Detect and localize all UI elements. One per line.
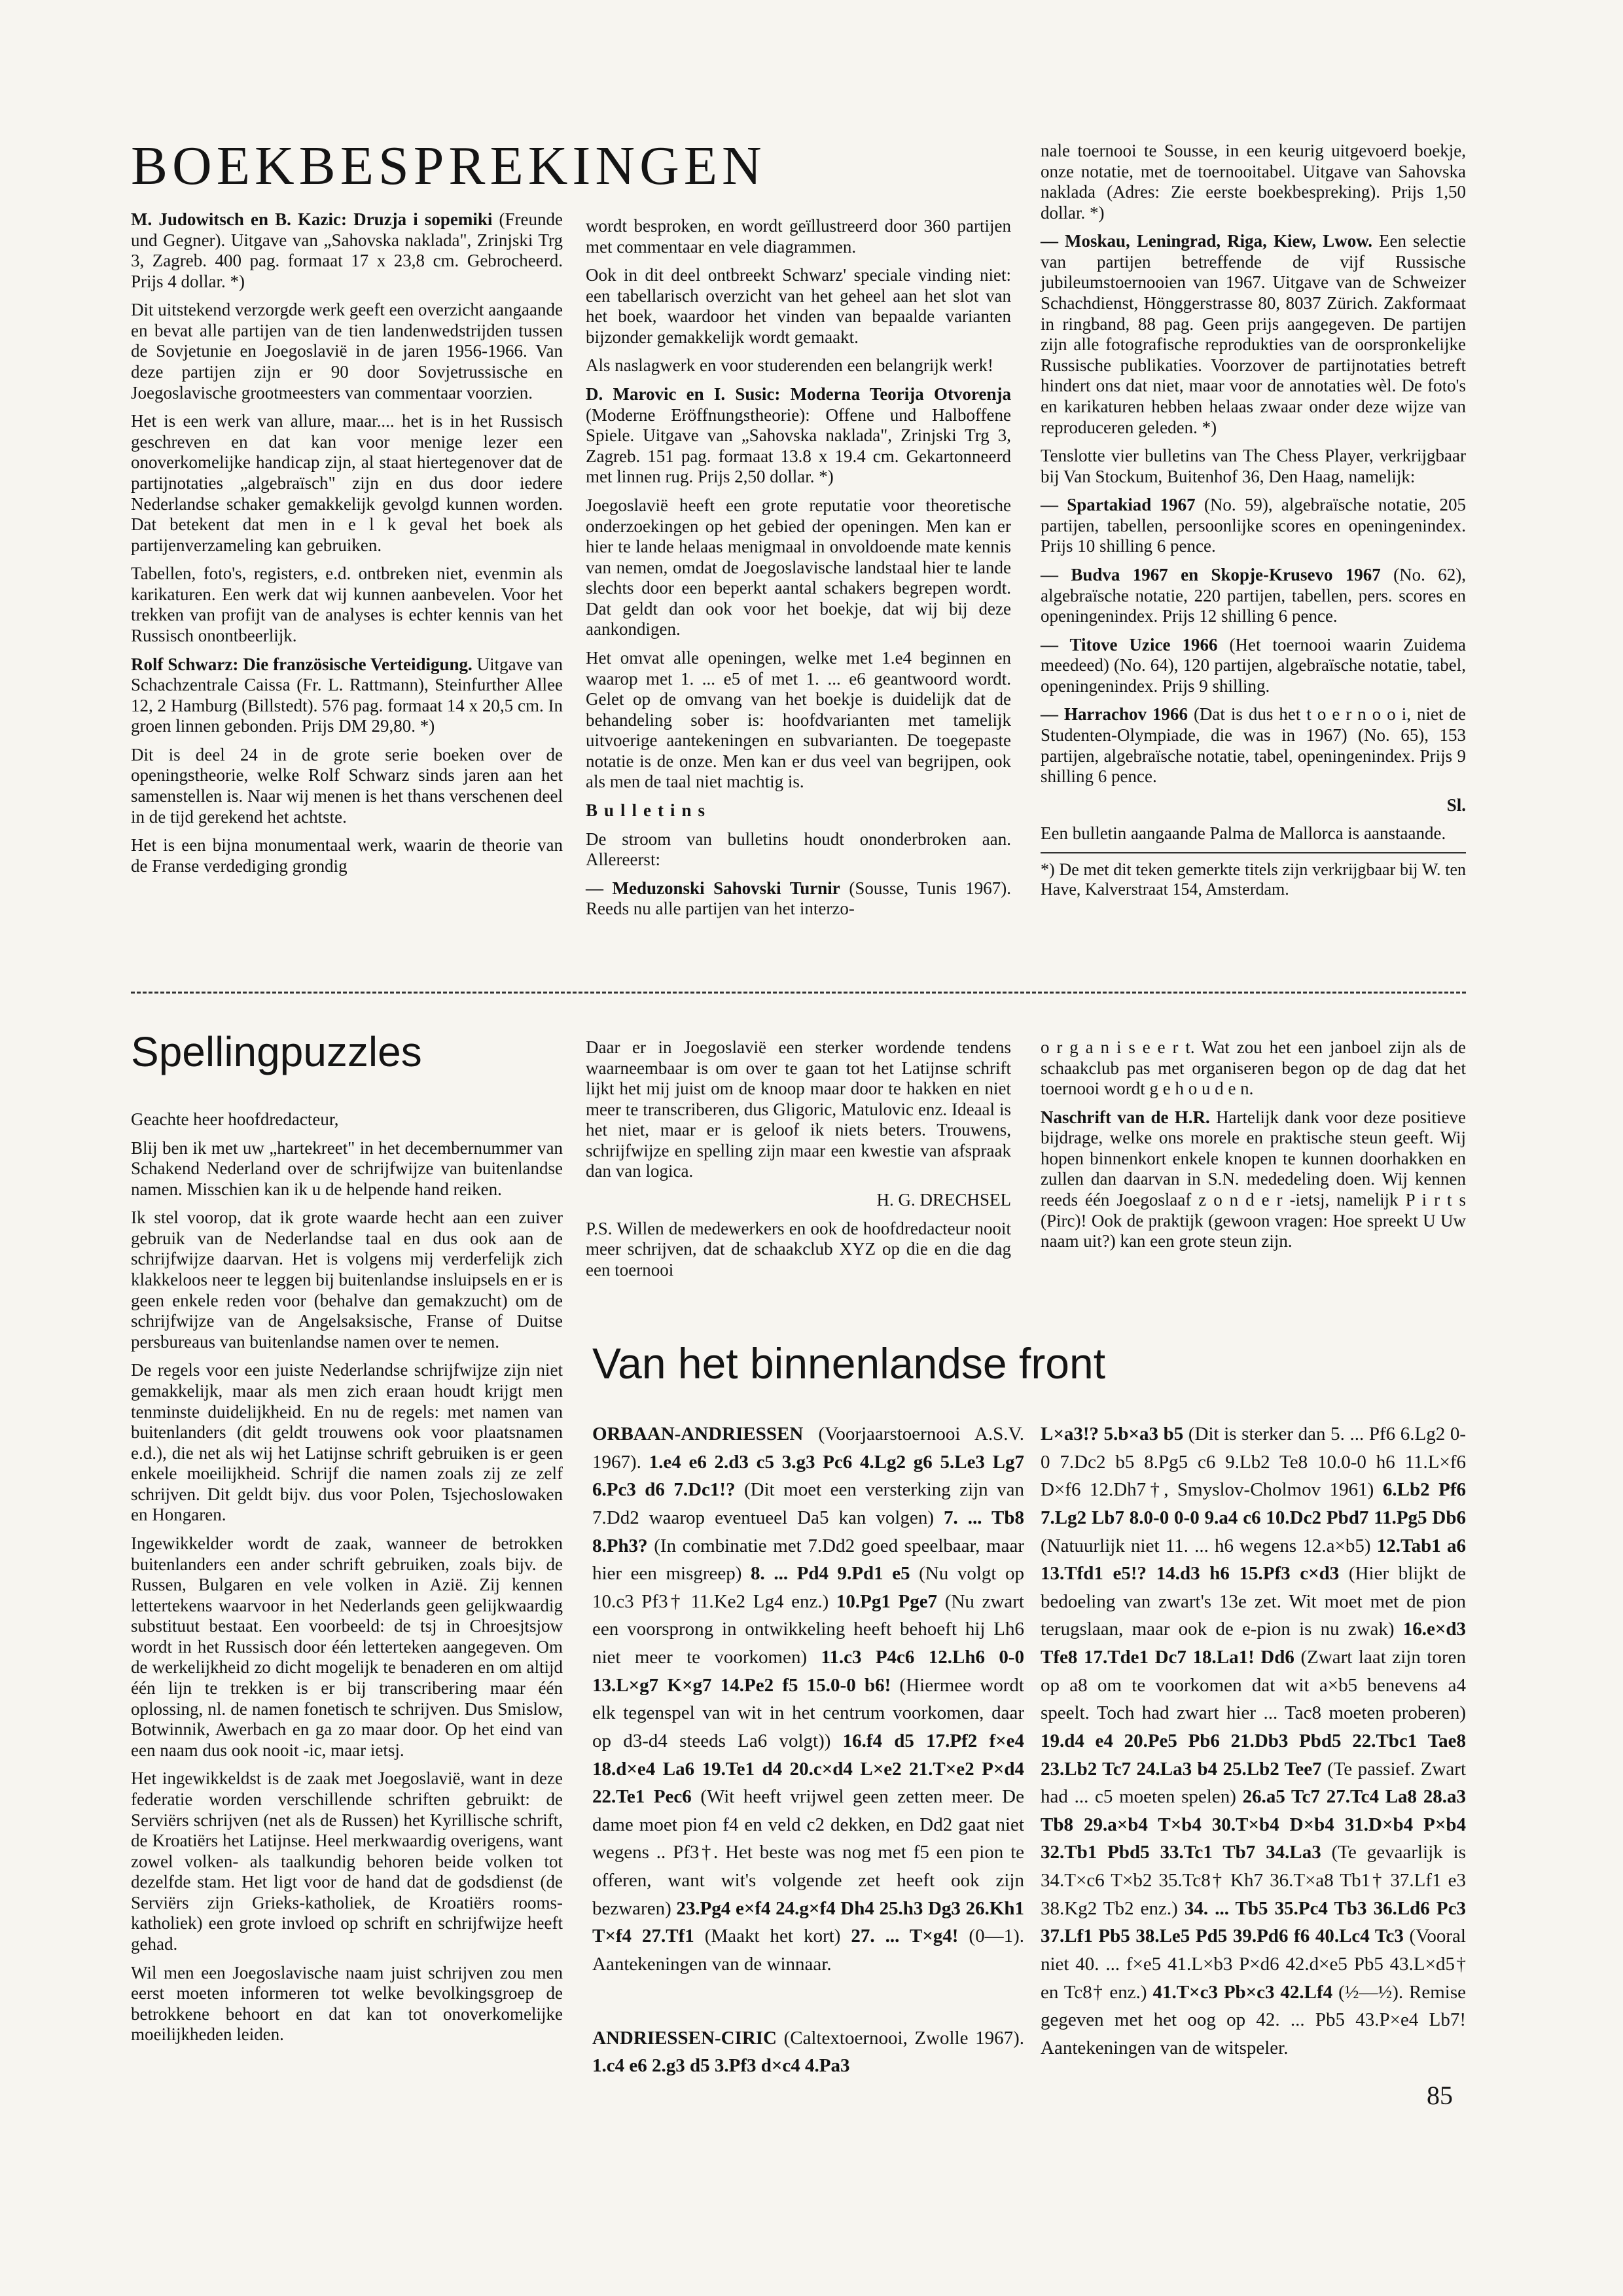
paragraph: Ingewikkelder wordt de zaak, wanneer de betrokken buitenlanders een ander schrift gebruiken, zoals bijv. de Russen, Bulgaren en vele volken in Azië. Zij kennen lettertekens waarvoor in het Nederlands geen gelijkwaardig substituut bestaat. Een voorbeeld: de tsj in Chroesjtsjow wordt in het Russisch door één letterteken aangegeven. Om de werkelijkheid zo dicht mogelijk te benaderen en om altijd één lijn te trekken is er bij transcribering maar één oplossing, nl. de namen fonetisch te schrijven. Dus Smislow, Botwinnik, Awerbach en ga zo maar door. Op het eind van een naam dus ook nooit -ic, maar ietsj. bbox=[131, 1533, 563, 1760]
chess-move: 12.Tab1 a6 13.Tfd1 e5!? 14.d3 h6 15.Pf3 c×d3 bbox=[1041, 1535, 1467, 1585]
chess-move: 26.a5 Tc7 27.Tc4 La8 28.a3 Tb8 29.a×b4 T×b4 30.T×b4 D×b4 31.D×b4 P×b4 32.Tb1 Pbd5 33.Tc1 Tb7 34.La3 bbox=[1041, 1786, 1466, 1863]
paragraph: Het ingewikkeldst is de zaak met Joegoslavië, want in deze federatie worden verschillende schriften gebruikt: de Serviërs schrijven (net als de Russen) het Kyrillische schrift, de Kroatiërs het Latijnse. Heel merkwaardig overigens, want zowel volken- als taalkundig behoren beide volken tot dezelfde stam. Het ligt voor de hand dat de godsdienst (de Serviërs zijn Grieks-katholiek, de Kroatiërs rooms-katholiek) een grote invloed op schrift en schrijfwijze heeft gehad. bbox=[131, 1768, 563, 1954]
bulletin-entry: — Moskau, Leningrad, Riga, Kiew, Lwow. Een selectie van partijen betreffende de vijf Russische jubileumstoernooien van 1967. Uitgave van de Schweizer Schachdienst, Hönggerstrasse 80, 8037 Zürich. Zakformaat in ringband, 88 pag. Geen prijs aangegeven. De partijen zijn alle fotografische reprodukties van de oorspronkelijke Russische publikaties. Voorzover de partijnotaties betreft hindert ons dat niet, maar voor de annotaties wèl. De foto's en karikaturen hebben helaas zwaar onder deze wijze van reproduceren geleden. *) bbox=[1041, 231, 1466, 437]
review-column-2 bbox=[586, 216, 1011, 927]
paragraph: Dit is deel 24 in de grote serie boeken over de openingstheorie, welke Rolf Schwarz sinds jaren aan het samenstellen is. Naar wij menen is het thans verschenen deel in de tijd gerekend het achtste. bbox=[131, 744, 563, 827]
book-entry: M. Judowitsch en B. Kazic: Druzja i sopemiki (Freunde und Gegner). Uitgave van „Sahovska naklada", Zrinjski Trg 3, Zagreb. 400 pag. formaat 17 x 23,8 cm. Gebrocheerd. Prijs 4 dollar. *) bbox=[131, 209, 563, 291]
book-entry: D. Marovic en I. Susic: Moderna Teorija Otvorenja (Moderne Eröffnungstheorie): Offene und Halboffene Spiele. Uitgave van „Sahovska naklada", Zrinjski Trg 3, Zagreb. 151 pag. formaat 13.8 x 19.4 cm. Gekartonneerd met linnen rug. Prijs 2,50 dollar. *) bbox=[586, 384, 1011, 487]
chess-move: 7. ... Tb8 8.Ph3? bbox=[592, 1507, 1024, 1556]
paragraph: nale toernooi te Sousse, in een keurig uitgevoerd boekje, onze notatie, met de toernooitabel. Uitgave van Sahovska naklada (Adres: Zie eerste boekbespreking). Prijs 1,50 dollar. *) bbox=[1041, 141, 1466, 223]
paragraph: Ook in dit deel ontbreekt Schwarz' speciale vinding niet: een tabellarisch overzicht van het geheel aan het slot van het boek, waardoor het vinden van bepaalde varianten bijzonder gemakkelijk wordt gemaakt. bbox=[586, 265, 1011, 347]
paragraph: Blij ben ik met uw „hartekreet" in het decembernummer van Schakend Nederland over de schrijfwijze van buitenlandse namen. Misschien kan ik u de helpende hand reiken. bbox=[131, 1138, 563, 1199]
game-andriessen-ciric-start: ANDRIESSEN-CIRIC (Caltextoernooi, Zwolle 1967). 1.c4 e6 2.g3 d5 3.Pf3 d×c4 4.Pa3 bbox=[592, 2027, 1024, 2077]
spelling-column-2 bbox=[586, 1037, 1011, 1288]
footnote: *) De met dit teken gemerkte titels zijn verkrijgbaar bij W. ten Have, Kalverstraat 154, Amsterdam. bbox=[1041, 852, 1466, 900]
book-entry: Rolf Schwarz: Die französische Verteidigung. Uitgave van Schachzentrale Caissa (Fr. L. Rattmann), Steinfurther Allee 12, 2 Hamburg (Billstedt). 576 pag. formaat 14 x 20,5 cm. In groen linnen gebonden. Prijs DM 29,80. *) bbox=[131, 654, 563, 736]
chess-move: 11.c3 P4c6 12.Lh6 0-0 13.L×g7 K×g7 14.Pe2 f5 15.0-0 b6! bbox=[592, 1647, 1024, 1696]
paragraph: Ik stel voorop, dat ik grote waarde hecht aan een zuiver gebruik van de Nederlandse taal en dus ook aan de schrijfwijze daarvan. Het is volgens mij verderfelijk zich klakkeloos neer te leggen bij buitenlandse insluipsels en er is geen enkele reden voor (behalve dan gemakzucht) om de schrijfwijze van de Angelsaksische, Franse of Duitse persbureaus van buitenlandse namen over te nemen. bbox=[131, 1208, 563, 1352]
chess-move: 41.T×c3 Pb×c3 42.Lf4 bbox=[1152, 1981, 1333, 2003]
paragraph: P.S. Willen de medewerkers en ook de hoofdredacteur nooit meer schrijven, dat de schaakclub XYZ op die en die dag een toernooi bbox=[586, 1218, 1011, 1280]
chess-move: L×a3!? 5.b×a3 b5 bbox=[1041, 1424, 1184, 1444]
chess-move: 6.Lb2 Pf6 7.Lg2 Lb7 8.0-0 0-0 9.a4 c6 10.Dc2 Pbd7 11.Pg5 Db6 bbox=[1041, 1479, 1466, 1528]
bulletin-entry: — Meduzonski Sahovski Turnir (Sousse, Tunis 1967). Reeds nu alle partijen van het interzo- bbox=[586, 878, 1011, 919]
chess-move: 19.d4 e4 20.Pe5 Pb6 21.Db3 Pbd5 22.Tbc1 Tae8 23.Lb2 Tc7 24.La3 b4 25.Lb2 Tee7 bbox=[1041, 1730, 1466, 1780]
review-column-1 bbox=[131, 209, 563, 884]
paragraph: Een bulletin aangaande Palma de Mallorca is aanstaande. bbox=[1041, 823, 1446, 844]
entry-title: — Harrachov 1966 bbox=[1041, 704, 1188, 725]
chess-move: 23.Pg4 e×f4 24.g×f4 Dh4 25.h3 Dg3 26.Kh1 T×f4 27.Tf1 bbox=[592, 1897, 1024, 1947]
paragraph: De regels voor een juiste Nederlandse schrijfwijze zijn niet gemakkelijk, maar als men zich eraan houdt krijgt men tenminste duidelijkheid. En nu de regels: met namen van buitenlanders (dit geldt trouwens ook voor plaatsnamen e.d.), die net als wij het Latijnse schrift gebruiken is er geen enkele moeilijkheid. Schrijf die namen zoals zij ze zelf schrijven. Dit geldt bijv. dus voor Polen, Tsjechoslowaken en Hongaren. bbox=[131, 1360, 563, 1525]
entry-title: Rolf Schwarz: Die französische Verteidigung. bbox=[131, 654, 473, 674]
chess-move: 10.Pg1 Pge7 bbox=[836, 1590, 938, 1612]
bulletin-entry: — Harrachov 1966 (Dat is dus het t o e r n o o i, niet de Studenten-Olympiade, die was in 1967) (No. 65), 153 partijen, algebraïsche notatie, tabel, openingenindex. Prijs 9 shilling 6 pence. bbox=[1041, 704, 1466, 787]
entry-title: M. Judowitsch en B. Kazic: Druzja i sopemiki bbox=[131, 209, 493, 229]
chess-column-1 bbox=[592, 1420, 1024, 2094]
game-andriessen-ciric-continued: L×a3!? 5.b×a3 b5 (Dit is sterker dan 5. ... Pf6 6.Lg2 0-0 7.Dc2 b5 8.Pg5 c6 9.Lb2 Te8 10.0-0 h6 11.L×f6 D×f6 12.Dh7†, Smyslov-Cholmov 1961) 6.Lb2 Pf6 7.Lg2 Lb7 8.0-0 0-0 9.a4 c6 10.Dc2 Pbd7 11.Pg5 Db6 (Natuurlijk niet 11. ... h6 wegens 12.a×b5) 12.Tab1 a6 13.Tfd1 e5!? 14.d3 h6 15.Pf3 c×d3 (Hier blijkt de bedoeling van zwart's 13e zet. Wit moet met de pion terugslaan, maar ook de e-pion is nu zwak) 16.e×d3 Tfe8 17.Tde1 Dc7 18.La1! Dd6 (Zwart laat zijn toren op a8 om te voorkomen dat wit a×b5 benevens a4 speelt. Toch had zwart hier ... Tac8 moeten proberen) 19.d4 e4 20.Pe5 Pb6 21.Db3 Pbd5 22.Tbc1 Tae8 23.Lb2 Tc7 24.La3 b4 25.Lb2 Tee7 (Te passief. Zwart had ... c5 moeten spelen) 26.a5 Tc7 27.Tc4 La8 28.a3 Tb8 29.a×b4 T×b4 30.T×b4 D×b4 31.D×b4 P×b4 32.Tb1 Pbd5 33.Tc1 Tb7 34.La3 (Te gevaarlijk is 34.T×c6 T×b2 35.Tc8† Kh7 36.T×a8 Tb1† 37.Lf1 e3 38.Kg2 Tb2 enz.) 34. ... Tb5 35.Pc4 Tb3 36.Ld6 Pc3 37.Lf1 Pb5 38.Le5 Pd5 39.Pd6 f6 40.Lc4 Tc3 (Vooral niet 40. ... f×e5 41.L×b3 P×d6 42.d×e5 Pb5 43.L×d5† en Tc8† enz.) 41.T×c3 Pb×c3 42.Lf4 (½—½). Remise gegeven met het oog op 42. ... Pb5 43.P×e4 Lb7! Aantekeningen van de witspeler. bbox=[1041, 1424, 1467, 2058]
paragraph: Het omvat alle openingen, welke met 1.e4 beginnen en waarop met 1. ... e5 of met 1. ... e6 geantwoord wordt. Gelet op de omvang van het boekje is duidelijk dat de behandeling sober is: hoofdvarianten met tamelijk uitvoerige aantekeningen en subvarianten. De toegepaste notatie is de onze. Men kan er dus veel van begrijpen, ook als men de taal niet machtig is. bbox=[586, 647, 1011, 792]
entry-title: Naschrift van de H.R. bbox=[1041, 1107, 1210, 1127]
chess-move: 16.f4 d5 17.Pf2 f×e4 18.d×e4 La6 19.Te1 d4 20.c×d4 L×e2 21.T×e2 P×d4 22.Te1 Pec6 bbox=[592, 1730, 1025, 1808]
chess-move: 1.c4 e6 2.g3 d5 3.Pf3 d×c4 4.Pa3 bbox=[592, 2055, 850, 2077]
review-title: BOEKBESPREKINGEN bbox=[131, 135, 766, 196]
paragraph: Tenslotte vier bulletins van The Chess Player, verkrijgbaar bij Van Stockum, Buitenhof 36, Den Haag, namelijk: bbox=[1041, 446, 1466, 486]
chess-move: 8. ... Pd4 9.Pd1 e5 bbox=[751, 1563, 910, 1585]
page-number: 85 bbox=[1427, 2081, 1453, 2110]
chess-move: 16.e×d3 Tfe8 17.Tde1 Dc7 18.La1! Dd6 bbox=[1041, 1619, 1466, 1668]
bulletin-entry: — Spartakiad 1967 (No. 59), algebraïsche notatie, 205 partijen, tabellen, persoonlijke scores en openingenindex. Prijs 10 shilling 6 pence. bbox=[1041, 495, 1467, 556]
paragraph: Daar er in Joegoslavië een sterker wordende tendens waarneembaar is om over te gaan tot het Latijnse schrift lijkt het mij juist om de knoop maar door te hakken en niet meer te transcriberen, dus Gligoric, Matulovic enz. Ideaal is het niet, maar er is geloof ik niets beters. Trouwens, schrijfwijze en spelling zijn maar een kwestie van afspraak dan van logica. bbox=[586, 1037, 1011, 1181]
paragraph: Als naslagwerk en voor studerenden een belangrijk werk! bbox=[586, 355, 994, 376]
chess-move: 1.e4 e6 2.d3 c5 3.g3 Pc6 4.Lg2 g6 5.Le3 Lg7 6.Pc3 d6 7.Dc1!? bbox=[592, 1451, 1024, 1501]
section-divider bbox=[131, 992, 1466, 994]
entry-title: — Budva 1967 en Skopje-Krusevo 1967 bbox=[1041, 564, 1381, 584]
spelling-title: Spellingpuzzles bbox=[131, 1028, 422, 1075]
paragraph: Tabellen, foto's, registers, e.d. ontbreken niet, evenmin als karikaturen. Een werk dat wij kunnen aanbevelen. Voor het trekken van profijt van de analyses is echter kennis van het Russisch onontbeerlijk. bbox=[131, 564, 563, 645]
paragraph: Het is een bijna monumentaal werk, waarin de theorie van de Franse verdediging grondig bbox=[131, 835, 563, 876]
chess-column-2 bbox=[1041, 1420, 1466, 2076]
signature: Sl. bbox=[1446, 795, 1466, 815]
entry-title: D. Marovic en I. Susic: Moderna Teorija Otvorenja bbox=[586, 384, 1011, 404]
game-orbaan-andriessen: ORBAAN-ANDRIESSEN (Voorjaarstoernooi A.S.V. 1967). 1.e4 e6 2.d3 c5 3.g3 Pc6 4.Lg2 g6 5.Le3 Lg7 6.Pc3 d6 7.Dc1!? (Dit moet een versterking zijn van 7.Dd2 waarop eventueel Da5 kan volgen) 7. ... Tb8 8.Ph3? (In combinatie met 7.Dd2 goed speelbaar, maar hier een misgreep) 8. ... Pd4 9.Pd1 e5 (Nu volgt op 10.c3 Pf3† 11.Ke2 Lg4 enz.) 10.Pg1 Pge7 (Nu zwart een voorsprong in ontwikkeling heeft behoeft hij Lh6 niet meer te voorkomen) 11.c3 P4c6 12.Lh6 0-0 13.L×g7 K×g7 14.Pe2 f5 15.0-0 b6! (Hiermee wordt elk tegenspel van wit in het centrum voorkomen, daar op d3-d4 steeds La6 volgt)) 16.f4 d5 17.Pf2 f×e4 18.d×e4 La6 19.Te1 d4 20.c×d4 L×e2 21.T×e2 P×d4 22.Te1 Pec6 (Wit heeft vrijwel geen zetten meer. De dame moet pion f4 en veld c2 dekken, en Dd2 gaat niet wegens .. Pf3†. Het beste was nog met f5 een pion te offeren, want wit's volgende zet heeft ook zijn bezwaren) 23.Pg4 e×f4 24.g×f4 Dh4 25.h3 Dg3 26.Kh1 T×f4 27.Tf1 (Maakt het kort) 27. ... T×g4! (0—1). Aantekeningen van de winnaar. bbox=[592, 1424, 1025, 1975]
entry-title: — Spartakiad 1967 bbox=[1041, 495, 1196, 515]
signature: H. G. DRECHSEL bbox=[876, 1190, 1011, 1210]
entry-title: — Moskau, Leningrad, Riga, Kiew, Lwow. bbox=[1041, 231, 1372, 251]
paragraph: Wil men een Joegoslavische naam juist schrijven zou men eerst moeten informeren tot welke bevolkingsgroep de betrokkene behoort en dat kan tot onoverkomelijke moeilijkheden leiden. bbox=[131, 1962, 563, 2045]
paragraph: Joegoslavië heeft een grote reputatie voor theoretische onderzoekingen op het gebied der openingen. Men kan er hier te lande helaas menigmaal in onvoldoende mate kennis van nemen, omdat de Joegoslavische landstaal hier te lande slechts door een beperkt aantal schakers begrepen wordt. Dat geldt dan ook voor het boekje, dat wij bij deze aankondigen. bbox=[586, 495, 1011, 639]
salutation: Geachte heer hoofdredacteur, bbox=[131, 1109, 339, 1129]
chess-move: 27. ... T×g4! bbox=[851, 1926, 959, 1947]
review-column-3 bbox=[1041, 141, 1466, 908]
chess-move: ANDRIESSEN-CIRIC bbox=[592, 2027, 777, 2049]
bulletin-entry: — Budva 1967 en Skopje-Krusevo 1967 (No. 62), algebraïsche notatie, 220 partijen, tabellen, pers. scores en openingenindex. Prijs 12 shilling 6 pence. bbox=[1041, 564, 1466, 626]
entry-title: — Meduzonski Sahovski Turnir bbox=[586, 878, 840, 898]
entry-title: — Titove Uzice 1966 bbox=[1041, 634, 1218, 655]
chess-move: 34. ... Tb5 35.Pc4 Tb3 36.Ld6 Pc3 37.Lf1 Pb5 38.Le5 Pd5 39.Pd6 f6 40.Lc4 Tc3 bbox=[1041, 1897, 1466, 1947]
subheading: Bulletins bbox=[586, 800, 712, 821]
paragraph: wordt besproken, en wordt geïllustreerd door 360 partijen met commentaar en vele diagrammen. bbox=[586, 216, 1011, 257]
paragraph: Het is een werk van allure, maar.... het is in het Russisch geschreven en dat kan voor menige lezer een onoverkomelijke handicap zijn, al staat hiertegenover dat de partijnotaties „algebraïsch" zijn en dus door iedere Nederlandse schaker gemakkelijk gevolgd kunnen worden. Dat betekent dat men in e l k geval het boek als partijenverzameling kan gebruiken. bbox=[131, 411, 563, 555]
spelling-column-3 bbox=[1041, 1037, 1466, 1260]
paragraph: De stroom van bulletins houdt ononderbroken aan. Allereerst: bbox=[586, 829, 1011, 870]
bulletin-entry: — Titove Uzice 1966 (Het toernooi waarin Zuidema meedeed) (No. 64), 120 partijen, algebraïsche notatie, tabel, openingenindex. Prijs 9 shilling. bbox=[1041, 634, 1466, 696]
bulletin-entry: Naschrift van de H.R. Hartelijk dank voor deze positieve bijdrage, welke ons morele en praktische steun geeft. Wij hopen binnenkort enkele knopen te kunnen doorhakken en zullen dan daarvan in S.N. mededeling doen. Wij kennen reeds één Joegoslaaf z o n d e r -ietsj, namelijk P i r t s (Pirc)! Ook de praktijk (gewoon vragen: Hoe spreekt U Uw naam uit?) kan een grote steun zijn. bbox=[1041, 1107, 1466, 1251]
spelling-column-1 bbox=[131, 1109, 563, 2053]
front-title: Van het binnenlandse front bbox=[592, 1339, 1106, 1388]
chess-move: ORBAAN-ANDRIESSEN bbox=[592, 1424, 804, 1444]
paragraph: Dit uitstekend verzorgde werk geeft een overzicht aangaande en bevat alle partijen van de tien landenwedstrijden tussen de Sovjetunie en Joegoslavië in de jaren 1956-1966. Van deze partijen zijn er 90 door Sovjetrussische en Joegoslavische grootmeesters van commentaar voorzien. bbox=[131, 300, 563, 403]
paragraph: o r g a n i s e e r t. Wat zou het een janboel zijn als de schaakclub pas met organiseren begon op de dag dat het toernooi wordt g e h o u d e n. bbox=[1041, 1037, 1466, 1099]
